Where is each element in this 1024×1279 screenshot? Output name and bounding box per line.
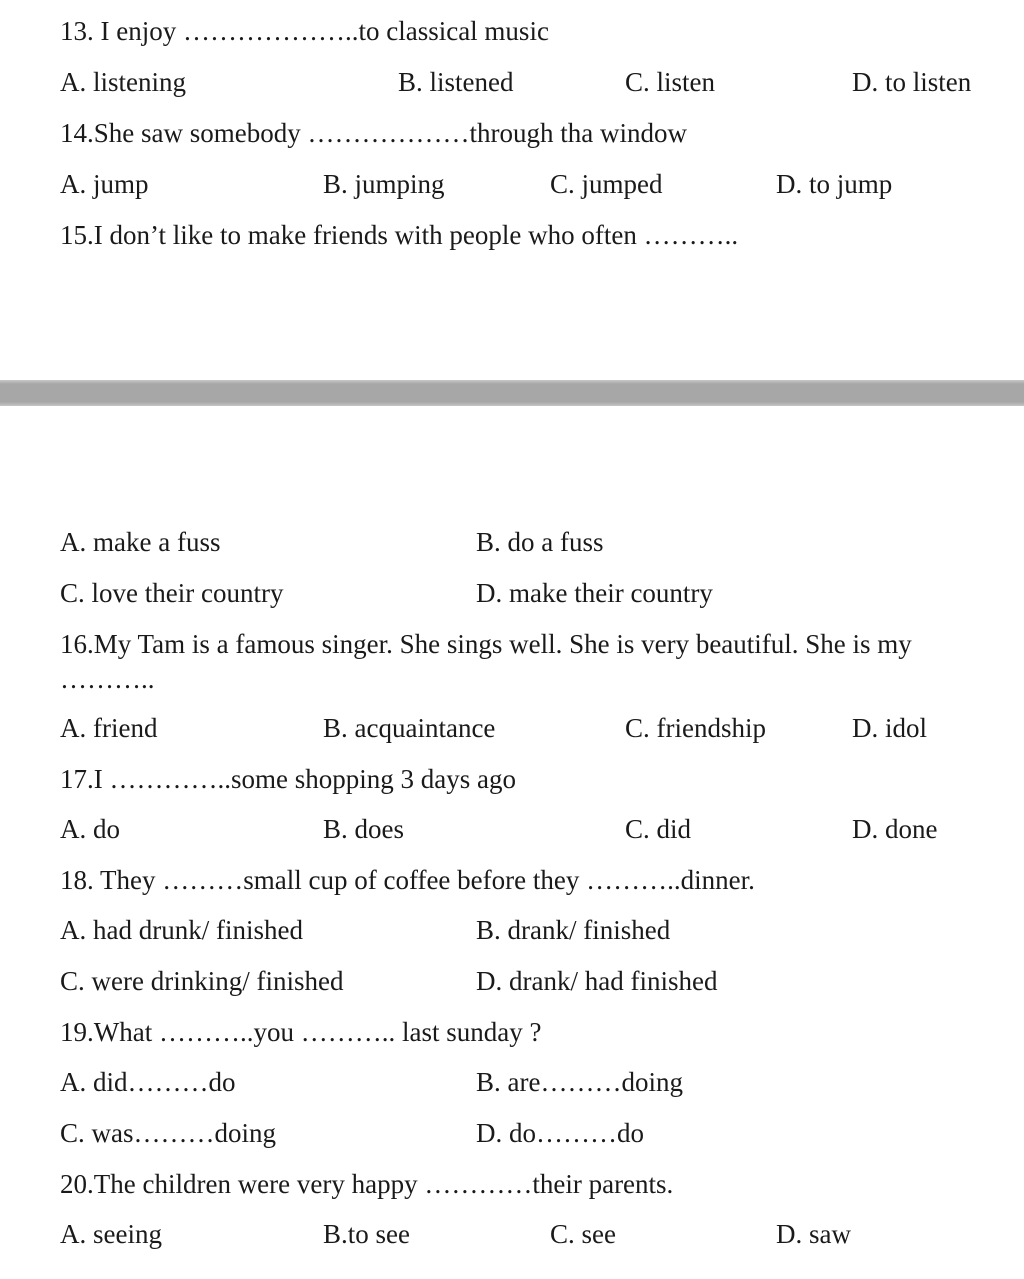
- page-break-divider: [0, 380, 1024, 406]
- question-18-option-c: C. were drinking/ finished: [60, 966, 344, 996]
- question-13-option-d: D. to listen: [852, 67, 972, 97]
- question-19-option-c: C. was………doing: [60, 1118, 276, 1148]
- question-19-option-b: B. are………doing: [476, 1067, 683, 1097]
- question-17-option-a: A. do: [60, 814, 120, 844]
- question-14-option-a: A. jump: [60, 169, 149, 199]
- question-14-option-c: C. jumped: [550, 169, 663, 199]
- question-20-option-b: B.to see: [323, 1219, 410, 1249]
- question-15-option-c: C. love their country: [60, 578, 284, 608]
- question-14-option-d: D. to jump: [776, 169, 893, 199]
- question-15-option-b: B. do a fuss: [476, 527, 604, 557]
- question-17-option-b: B. does: [323, 814, 404, 844]
- question-16-option-d: D. idol: [852, 713, 928, 743]
- question-17-option-d: D. done: [852, 814, 938, 844]
- question-19-option-d: D. do………do: [476, 1118, 644, 1148]
- question-13-option-c: C. listen: [625, 67, 716, 97]
- question-18-option-a: A. had drunk/ finished: [60, 915, 303, 945]
- question-16-option-b: B. acquaintance: [323, 713, 496, 743]
- question-19-option-a: A. did………do: [60, 1067, 236, 1097]
- question-13-option-b: B. listened: [398, 67, 514, 97]
- question-17-stem: 17.I …………..some shopping 3 days ago: [60, 764, 516, 794]
- question-20-option-c: C. see: [550, 1219, 616, 1249]
- question-16-stem-continuation: ………..: [60, 664, 155, 694]
- question-20-stem: 20.The children were very happy …………their parents.: [60, 1169, 674, 1199]
- question-20-option-d: D. saw: [776, 1219, 851, 1249]
- question-18-stem: 18. They ………small cup of coffee before they ………..dinner.: [60, 865, 755, 895]
- question-17-option-c: C. did: [625, 814, 692, 844]
- question-19-stem: 19.What ………..you ……….. last sunday ?: [60, 1017, 542, 1047]
- question-13-stem: 13. I enjoy ………………..to classical music: [60, 16, 549, 46]
- question-16-option-a: A. friend: [60, 713, 158, 743]
- question-15-option-a: A. make a fuss: [60, 527, 221, 557]
- question-14-option-b: B. jumping: [323, 169, 445, 199]
- question-13-option-a: A. listening: [60, 67, 186, 97]
- question-16-stem: 16.My Tam is a famous singer. She sings well. She is very beautiful. She is my: [60, 629, 912, 659]
- question-14-stem: 14.She saw somebody ………………through tha window: [60, 118, 687, 148]
- question-15-stem: 15.I don’t like to make friends with people who often ………..: [60, 220, 739, 250]
- question-15-option-d: D. make their country: [476, 578, 713, 608]
- question-18-option-b: B. drank/ finished: [476, 915, 671, 945]
- question-16-option-c: C. friendship: [625, 713, 766, 743]
- question-20-option-a: A. seeing: [60, 1219, 162, 1249]
- question-18-option-d: D. drank/ had finished: [476, 966, 718, 996]
